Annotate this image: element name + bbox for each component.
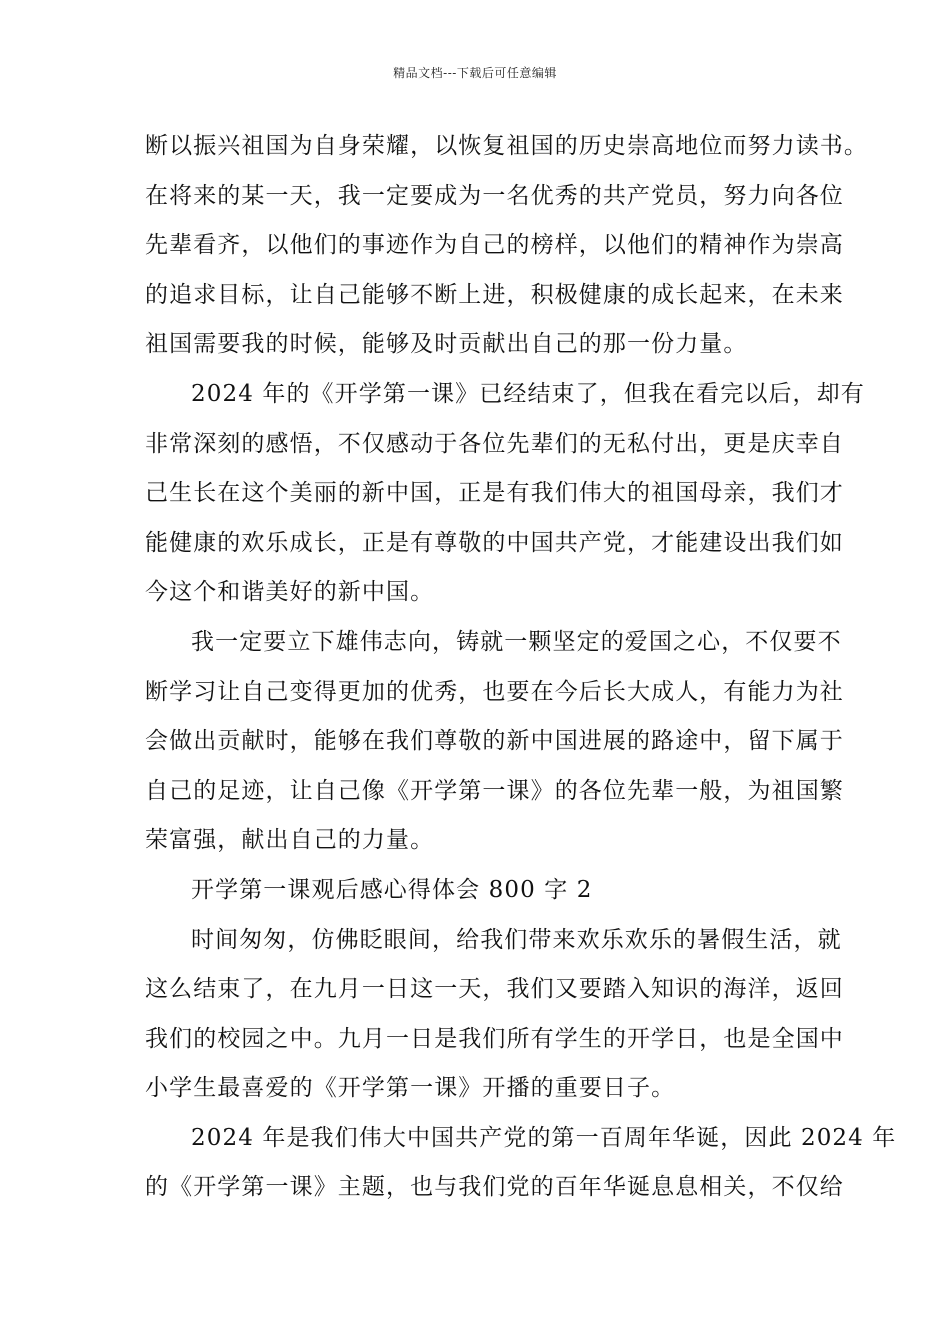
- text-line: 的《开学第一课》主题，也与我们党的百年华诞息息相关，不仅给: [145, 1174, 844, 1201]
- page-header: 精品文档---下载后可任意编辑: [393, 66, 557, 80]
- text-line: 断学习让自己变得更加的优秀，也要在今后长大成人，有能力为社: [145, 678, 844, 705]
- text-line: 会做出贡献时，能够在我们尊敬的新中国进展的路途中，留下属于: [145, 728, 844, 755]
- text-line: 自己的足迹，让自己像《开学第一课》的各位先辈一般，为祖国繁: [145, 777, 844, 804]
- document-body: [145, 128, 897, 1219]
- text-line: 今这个和谐美好的新中国。: [145, 579, 435, 606]
- text-line: 非常深刻的感悟，不仅感动于各位先辈们的无私付出，更是庆幸自: [145, 430, 844, 457]
- text-line: 己生长在这个美丽的新中国，正是有我们伟大的祖国母亲，我们才: [145, 480, 844, 507]
- paragraph-start-line: 时间匆匆，仿佛眨眼间，给我们带来欢乐欢乐的暑假生活，就: [191, 926, 842, 953]
- text-line: 能健康的欢乐成长，正是有尊敬的中国共产党，才能建设出我们如: [145, 529, 844, 556]
- text-line: 祖国需要我的时候，能够及时贡献出自己的那一份力量。: [145, 331, 748, 358]
- text-line: 断以振兴祖国为自身荣耀，以恢复祖国的历史崇高地位而努力读书。: [145, 133, 868, 159]
- paragraph-start-line: 我一定要立下雄伟志向，铸就一颗坚定的爱国之心，不仅要不: [191, 628, 842, 655]
- text-line: 荣富强，献出自己的力量。: [145, 827, 435, 854]
- text-line: 在将来的某一天，我一定要成为一名优秀的共产党员，努力向各位: [145, 182, 844, 209]
- text-line: 这么结束了，在九月一日这一天，我们又要踏入知识的海洋，返回: [145, 976, 844, 1003]
- paragraph-start-line: 2024 年是我们伟大中国共产党的第一百周年华诞，因此 2024 年: [191, 1124, 897, 1151]
- text-line: 的追求目标，让自己能够不断上进，积极健康的成长起来，在未来: [145, 281, 844, 308]
- text-line: 我们的校园之中。九月一日是我们所有学生的开学日，也是全国中: [145, 1025, 844, 1052]
- section-heading: 开学第一课观后感心得体会 800 字 2: [191, 876, 593, 903]
- text-line: 小学生最喜爱的《开学第一课》开播的重要日子。: [145, 1075, 676, 1102]
- paragraph-start-line: 2024 年的《开学第一课》已经结束了，但我在看完以后，却有: [191, 380, 865, 407]
- text-line: 先辈看齐，以他们的事迹作为自己的榜样，以他们的精神作为崇高: [145, 232, 844, 259]
